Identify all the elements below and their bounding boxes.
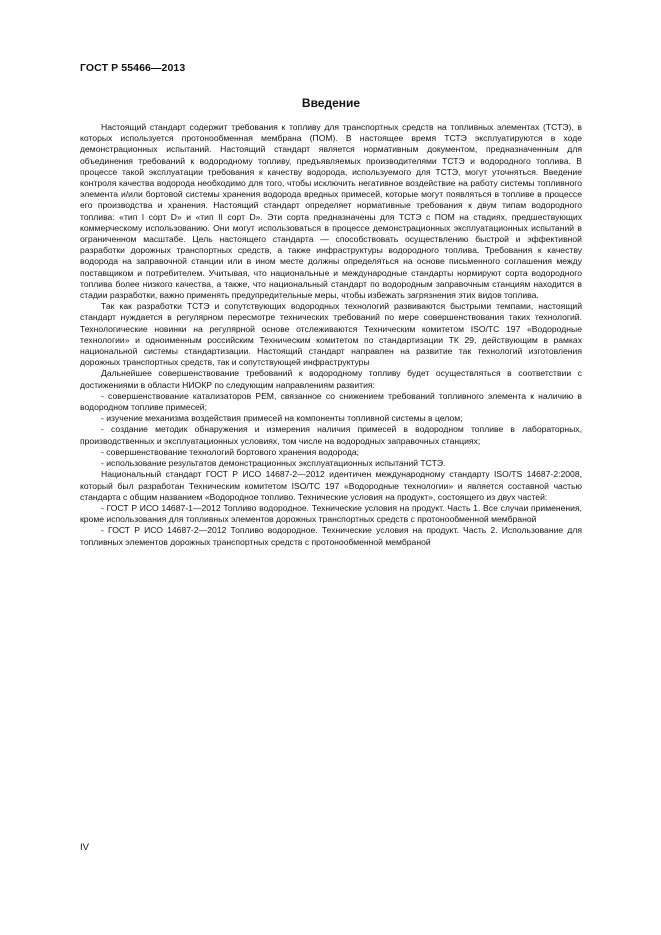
document-body [80, 122, 582, 548]
paragraph-national-standard: Национальный стандарт ГОСТ Р ИСО 14687-2—2012 идентичен международному стандарту ISO/TS 14687-2:2008, который был разработан Техническим комитетом ISO/TC 197 «Водородные технологии» и является составной частью стандарта с общим названием «Водородное топливо. Технические условия на продукт», состоящего из двух частей: [80, 469, 582, 502]
list-item: - ГОСТ Р ИСО 14687-2—2012 Топливо водородное. Технические условия на продукт. Часть 2. Использование для топливных элементов дорожных транспортных средств с протонообменной мембраной [80, 525, 582, 547]
section-title: Введение [301, 96, 361, 110]
list-item: - совершенствование катализаторов PEM, связанное со снижением требований топливного элемента к наличию в водородном топливе примесей; [80, 390, 582, 413]
paragraph-intro: Настоящий стандарт содержит требования к топливу для транспортных средств на топливных элементах (ТСТЭ), в которых используется протонообменная мембрана (ПОМ). В настоящее время ТСТЭ эксплуатируются в ходе демонстрационных испытаний. Настоящий стандарт является нормативным документом, предназначенным для объединения требований к водородному топливу, предъявляемых производителями ТСТЭ и водородного топлива. В процессе такой эксплуатации требования к качеству водорода, используемого для ТСТЭ, могут уточняться. Введение контроля качества водорода необходимо для того, чтобы исключить негативное воздействие на работу системы топливного элемента и/или бортовой системы хранения водорода вредных примесей, которые могут появляться в топливе в процессе его производства и хранения. Настоящий стандарт определяет нормативные требования к двум типам водородного топлива: «тип I сорт D» и «тип II сорт D». Эти сорта предназначены для ТСТЭ с ПОМ на стадиях, предшествующих коммерческому использованию. Они могут использоваться в процессе демонстрационных эксплуатационных испытаний в ограниченном масштабе. Цель настоящего стандарта — способствовать осуществлению быстрой и эффективной разработки дорожных транспортных средств, а также инфраструктуры водородного топлива. Требования к качеству водорода на заправочной станции или в ином месте должны определяться на основе письменного соглашения между поставщиком и потребителем. Учитывая, что национальные и международные стандарты нормируют сорта водородного топлива более низкого качества, а также, что национальный стандарт по водородным заправочным станциям находится в стадии разработки, важно применять предупредительные меры, чтобы избежать загрязнения этих видов топлива. [80, 122, 582, 301]
page-number: IV [80, 842, 89, 853]
list-item: - использование результатов демонстрационных эксплуатационных испытаний ТСТЭ. [101, 458, 446, 469]
list-item: - изучение механизма воздействия примесей на компоненты топливной системы в целом; [101, 413, 463, 424]
paragraph-development: Так как разработки ТСТЭ и сопутствующих водородных технологий развиваются быстрыми темпами, настоящий стандарт нуждается в регулярном пересмотре технических требований по мере совершенствования таких технологий. Технологические новинки на регулярной основе отслеживаются Техническим комитетом ISO/TC 197 «Водородные технологии» и одноименным российским Техническим комитетом по стандартизации ТК 29, действующим в рамках национальной системы стандартизации. Настоящий стандарт направлен на развитие так технологий изготовления дорожных транспортных средств, так и сопутствующей инфраструктуры [80, 301, 582, 368]
paragraph-improvement: Дальнейшее совершенствование требований к водородному топливу будет осуществляться в соответствии с достижениями в области НИОКР по следующим направлениям развития: [80, 368, 582, 390]
list-item: - совершенствование технологий бортового хранения водорода; [101, 446, 360, 457]
list-item: - ГОСТ Р ИСО 14687-1—2012 Топливо водородное. Технические условия на продукт. Часть 1. Все случаи применения, кроме использования для топливных элементов дорожных транспортных средств с протонообменной мембраной [80, 502, 582, 525]
list-item: - создание методик обнаружения и измерения наличия примесей в водородном топливе в лабораторных, производственных и эксплуатационных условиях, том числе на водородных заправочных станциях; [80, 424, 582, 446]
document-header: ГОСТ Р 55466—2013 [80, 62, 186, 74]
